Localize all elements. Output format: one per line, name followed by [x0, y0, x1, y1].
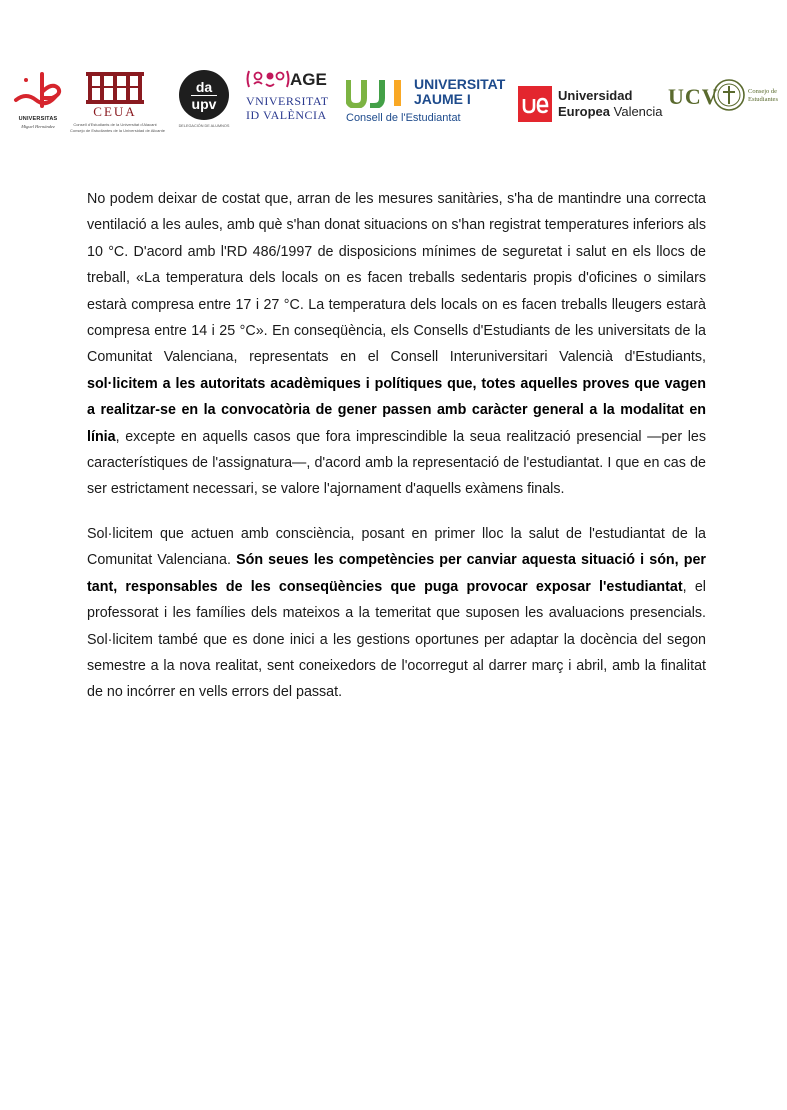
paragraph-1-part-a: No podem deixar de costat que, arran de les mesures sanitàries, s'ha de mantindre una correcta ventilació a les aules, amb què s'han donat situacions on s'han registrat temperatures inferiors als 10 °C. D'acord amb l'RD 486/1997 de disposicions mínimes de seguretat i salut en els llocs de treball, «La temperatura dels locals on es facen treballs sedentaris propis d'oficines o similars estarà compresa entre 17 i 27 °C. La temperatura dels locals on es facen treballs lleugers estarà compresa entre 14 i 25 °C». En conseqüència, els Consells d'Estudiants de les universitats de la Comunitat Valenciana, representats en el Consell Interuniversitari Valencià d'Estudiants,: [87, 191, 706, 366]
ceua-sub2: Consejo de Estudiantes de la Universidad de Alicante: [70, 128, 165, 133]
uji-line2: JAUME I: [414, 91, 471, 107]
uji-council: Consell de l'Estudiantat: [346, 112, 461, 124]
daupv-circle: [179, 70, 229, 120]
uev-line1: Universidad: [558, 88, 633, 103]
uev-line2: Europea Valencia: [558, 104, 663, 119]
ceua-building-icon: [84, 70, 146, 106]
uev-square: [518, 86, 552, 122]
age-line1: VNIVERSITAT: [246, 94, 329, 108]
ceua-sub1: Consell d'Estudiants de la Universitat d'Alacant: [73, 122, 157, 127]
umh-emblem-icon: [12, 70, 66, 114]
ucv-acronym: UCV: [668, 84, 719, 109]
umh-logo: [8, 70, 68, 134]
umh-line1: UNIVERSITAS: [18, 116, 58, 122]
uji-letters-icon: [346, 78, 408, 108]
paragraph-2-bold: Són seues les competències per canviar aquesta situació i són, per tant, responsables de les conseqüències que puga provocar exposar l'estudiantat: [87, 552, 706, 595]
paragraph-1-bold: sol·licitem a les autoritats acadèmiques i polítiques que, totes aquelles proves que vagen a realitzar-se en la convocatòria de gener passen amb caràcter general a la modalitat en línia: [87, 375, 706, 445]
paragraph-1-part-c: , excepte en aquells casos que fora imprescindible la seua realització presencial —per les característiques de l'assignatura—, d'acord amb la representació de l'estudiantat. I que en cas de ser estrictament necessari, se valore l'ajornament d'aquells exàmens finals.: [87, 428, 706, 498]
umh-line2: Miguel Hernández: [21, 124, 55, 129]
uev-logo: [518, 86, 668, 126]
age-acronym: AGE: [290, 70, 327, 89]
ucv-council1: Consejo de: [748, 88, 778, 95]
ceua-name: CEUA: [93, 104, 137, 119]
ucv-logo: [668, 78, 784, 122]
document-body: [87, 186, 706, 724]
daupv-logo: [176, 70, 232, 134]
ceua-logo: [70, 70, 165, 134]
ucv-council2: Estudiantes: [748, 96, 778, 103]
paragraph-1: [87, 186, 706, 503]
daupv-line1: da: [195, 79, 213, 95]
age-logo: [244, 68, 334, 132]
daupv-line2: upv: [191, 96, 217, 112]
paragraph-2-part-c: , el professorat i les famílies dels mateixos a la temeritat que suposen les avaluacions presencials. Sol·licitem també que es done inici a les gestions oportunes per adaptar la docència del segon semestre a la nova realitat, sent coneixedors de l'ocorregut al darrer març i abril, amb la finalitat de no incórrer en vells errors del passat.: [87, 578, 706, 701]
age-line2: ID VALÈNCIA: [246, 108, 327, 122]
paragraph-2-part-a: Sol·licitem que actuen amb consciència, posant en primer lloc la salut de l'estudiantat de la Comunitat Valenciana.: [87, 525, 706, 569]
paragraph-2: [87, 521, 706, 706]
ucv-seal-icon: [712, 78, 746, 112]
daupv-sub: DELEGACIÓN DE ALUMNOS: [178, 124, 230, 128]
uji-logo: [346, 76, 516, 132]
uji-line1: UNIVERSITAT: [414, 76, 506, 92]
age-faces-icon: [246, 68, 290, 90]
logo-strip: [0, 62, 787, 142]
uev-ue-icon: [518, 86, 552, 122]
